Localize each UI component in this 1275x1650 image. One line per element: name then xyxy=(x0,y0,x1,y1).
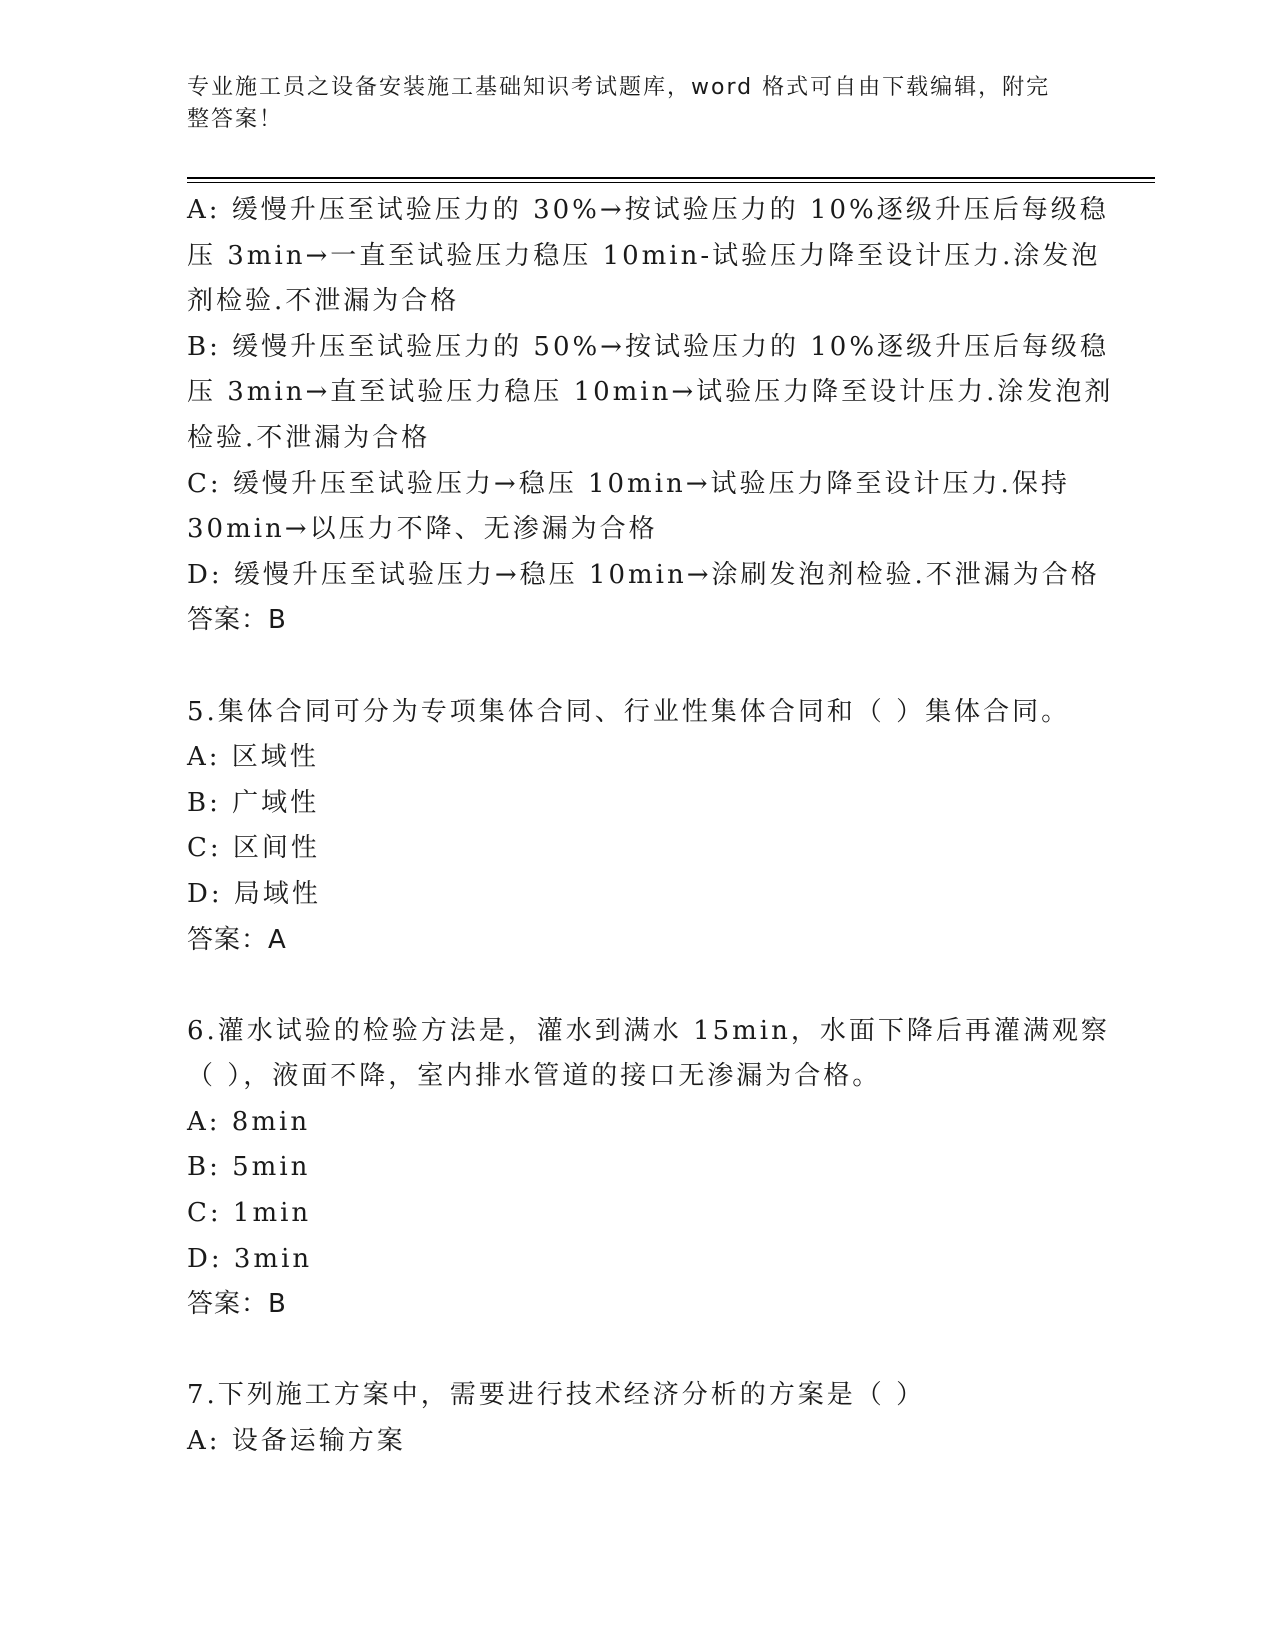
question-4-options xyxy=(187,188,1114,644)
option-c: C: 区间性 xyxy=(187,833,320,864)
option-a: A: 区域性 xyxy=(187,742,319,773)
option-d: D: 缓慢升压至试验压力→稳压 10min→涂刷发泡剂检验.不泄漏为合格 xyxy=(187,559,1100,590)
option-b-line-3: 检验.不泄漏为合格 xyxy=(187,422,431,453)
header-rule-thick xyxy=(187,177,1155,179)
option-c-line-2: 30min→以压力不降、无渗漏为合格 xyxy=(187,514,658,545)
option-c: C: 1min xyxy=(187,1198,312,1229)
question-text-line-1: 6.灌水试验的检验方法是，灌水到满水 15min，水面下降后再灌满观察 xyxy=(187,1015,1110,1046)
option-a: A: 设备运输方案 xyxy=(187,1426,406,1457)
option-a-line-1: A: 缓慢升压至试验压力的 30%→按试验压力的 10%逐级升压后每级稳 xyxy=(187,195,1109,225)
option-b-line-1: B: 缓慢升压至试验压力的 50%→按试验压力的 10%逐级升压后每级稳 xyxy=(187,331,1110,362)
question-5 xyxy=(187,690,1087,964)
spacer xyxy=(187,963,1087,1009)
option-b-line-2: 压 3min→直至试验压力稳压 10min→试验压力降至设计压力.涂发泡剂 xyxy=(187,377,1114,408)
option-b: B: 5min xyxy=(187,1152,311,1183)
spacer xyxy=(187,644,1087,690)
option-a-line-2: 压 3min→一直至试验压力稳压 10min-试验压力降至设计压力.涂发泡 xyxy=(187,240,1101,271)
question-list xyxy=(187,188,1114,1465)
option-c-line-1: C: 缓慢升压至试验压力→稳压 10min→试验压力降至设计压力.保持 xyxy=(187,468,1070,499)
question-6 xyxy=(187,1009,1110,1328)
question-7 xyxy=(187,1373,1087,1464)
option-a-line-3: 剂检验.不泄漏为合格 xyxy=(187,286,460,317)
option-d: D: 3min xyxy=(187,1243,313,1274)
answer: 答案：B xyxy=(187,605,287,636)
question-text-line-2: （ ），液面不降，室内排水管道的接口无渗漏为合格。 xyxy=(187,1061,882,1092)
option-d: D: 局域性 xyxy=(187,878,321,909)
question-text: 7.下列施工方案中，需要进行技术经济分析的方案是（ ） xyxy=(187,1380,926,1411)
header-rule-thin xyxy=(187,182,1155,183)
answer: 答案：A xyxy=(187,924,287,955)
spacer xyxy=(187,1328,1087,1374)
question-text: 5.集体合同可分为专项集体合同、行业性集体合同和（ ）集体合同。 xyxy=(187,696,1071,727)
answer: 答案：B xyxy=(187,1289,287,1320)
document-header: 专业施工员之设备安装施工基础知识考试题库，word 格式可自由下载编辑，附完整答案！ xyxy=(187,75,1051,132)
option-a: A: 8min xyxy=(187,1106,311,1137)
option-b: B: 广域性 xyxy=(187,787,320,818)
